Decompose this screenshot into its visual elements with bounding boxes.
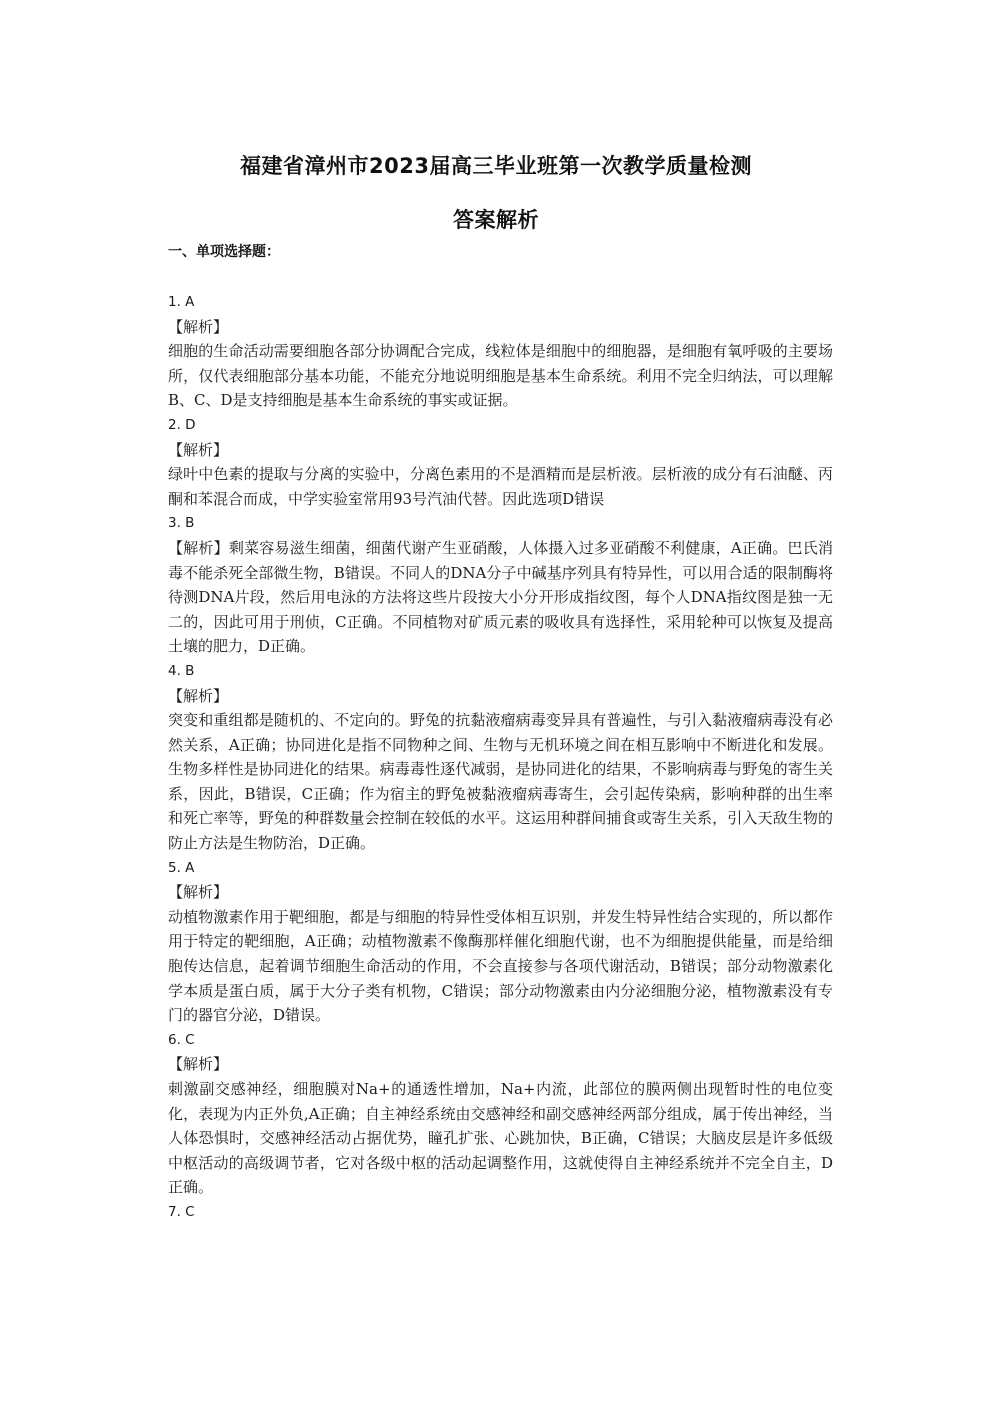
analysis-text: 剩菜容易滋生细菌，细菌代谢产生亚硝酸，人体摄入过多亚硝酸不利健康，A正确。巴氏消毒不能杀死全部微生物，B错误。不同人的DNA分子中碱基序列具有特异性，可以用合适的限制酶将待测DNA片段，然后用电泳的方法将这些片段按大小分开形成指纹图，每个人DNA指纹图是独一无二的，因此可用于刑侦，C正确。不同植物对矿质元素的吸收具有选择性，采用轮种可以恢复及提高土壤的肥力，D正确。 (168, 538, 833, 656)
analysis-label: 【解析】 (168, 883, 229, 902)
analysis-paragraph (168, 536, 833, 659)
document-subtitle: 答案解析 (453, 208, 539, 232)
section-heading: 一、单项选择题： (168, 244, 280, 260)
analysis-text: 细胞的生命活动需要细胞各部分协调配合完成，线粒体是细胞中的细胞器，是细胞有氧呼吸的主要场所，仅代表细胞部分基本功能，不能充分地说明细胞是基本生命系统。利用不完全归纳法，可以理解B、C、D是支持细胞是基本生命系统的事实或证据。 (168, 342, 833, 410)
analysis-label: 【解析】 (168, 686, 229, 705)
analysis-label: 【解析】 (168, 317, 229, 336)
answer-list (168, 290, 833, 1225)
analysis-text: 刺激副交感神经，细胞膜对Na+的通透性增加，Na+内流，此部位的膜两侧出现暂时性的电位变化，表现为内正外负,A正确；自主神经系统由交感神经和副交感神经两部分组成，属于传出神经，当人体恐惧时，交感神经活动占据优势，瞳孔扩张、心跳加快，B正确，C错误；大脑皮层是许多低级中枢活动的高级调节者，它对各级中枢的活动起调整作用，这就使得自主神经系统并不完全自主，D正确。 (168, 1080, 833, 1197)
question-number: 4. B (168, 662, 195, 679)
question-number: 7. C (168, 1203, 195, 1220)
document-title: 福建省漳州市2023届高三毕业班第一次教学质量检测 (240, 154, 752, 178)
question-number: 5. A (168, 859, 195, 876)
analysis-label: 【解析】 (168, 440, 229, 459)
question-number: 6. C (168, 1031, 195, 1048)
analysis-label: 【解析】 (168, 538, 229, 557)
analysis-label: 【解析】 (168, 1055, 229, 1074)
analysis-text: 动植物激素作用于靶细胞，都是与细胞的特异性受体相互识别，并发生特异性结合实现的，所以都作用于特定的靶细胞，A正确；动植物激素不像酶那样催化细胞代谢，也不为细胞提供能量，而是给细胞传达信息，起着调节细胞生命活动的作用，不会直接参与各项代谢活动，B错误；部分动物激素化学本质是蛋白质，属于大分子类有机物，C错误；部分动物激素由内分泌细胞分泌，植物激素没有专门的器官分泌，D错误。 (168, 907, 833, 1025)
question-number: 1. A (168, 294, 195, 310)
question-number: 2. D (168, 416, 196, 433)
analysis-text: 绿叶中色素的提取与分离的实验中，分离色素用的不是酒精而是层析液。层析液的成分有石油醚、丙酮和苯混合而成，中学实验室常用93号汽油代替。因此选项D错误 (168, 465, 833, 508)
analysis-text: 突变和重组都是随机的、不定向的。野兔的抗黏液瘤病毒变异具有普遍性，与引入黏液瘤病毒没有必然关系，A正确；协同进化是指不同物种之间、生物与无机环境之间在相互影响中不断进化和发展。生物多样性是协同进化的结果。病毒毒性逐代减弱，是协同进化的结果，不影响病毒与野兔的寄生关系，因此，B错误，C正确；作为宿主的野兔被黏液瘤病毒寄生，会引起传染病，影响种群的出生率和死亡率等，野兔的种群数量会控制在较低的水平。这运用种群间捕食或寄生关系，引入天敌生物的防止方法是生物防治，D正确。 (168, 711, 833, 853)
question-number: 3. B (168, 515, 195, 532)
